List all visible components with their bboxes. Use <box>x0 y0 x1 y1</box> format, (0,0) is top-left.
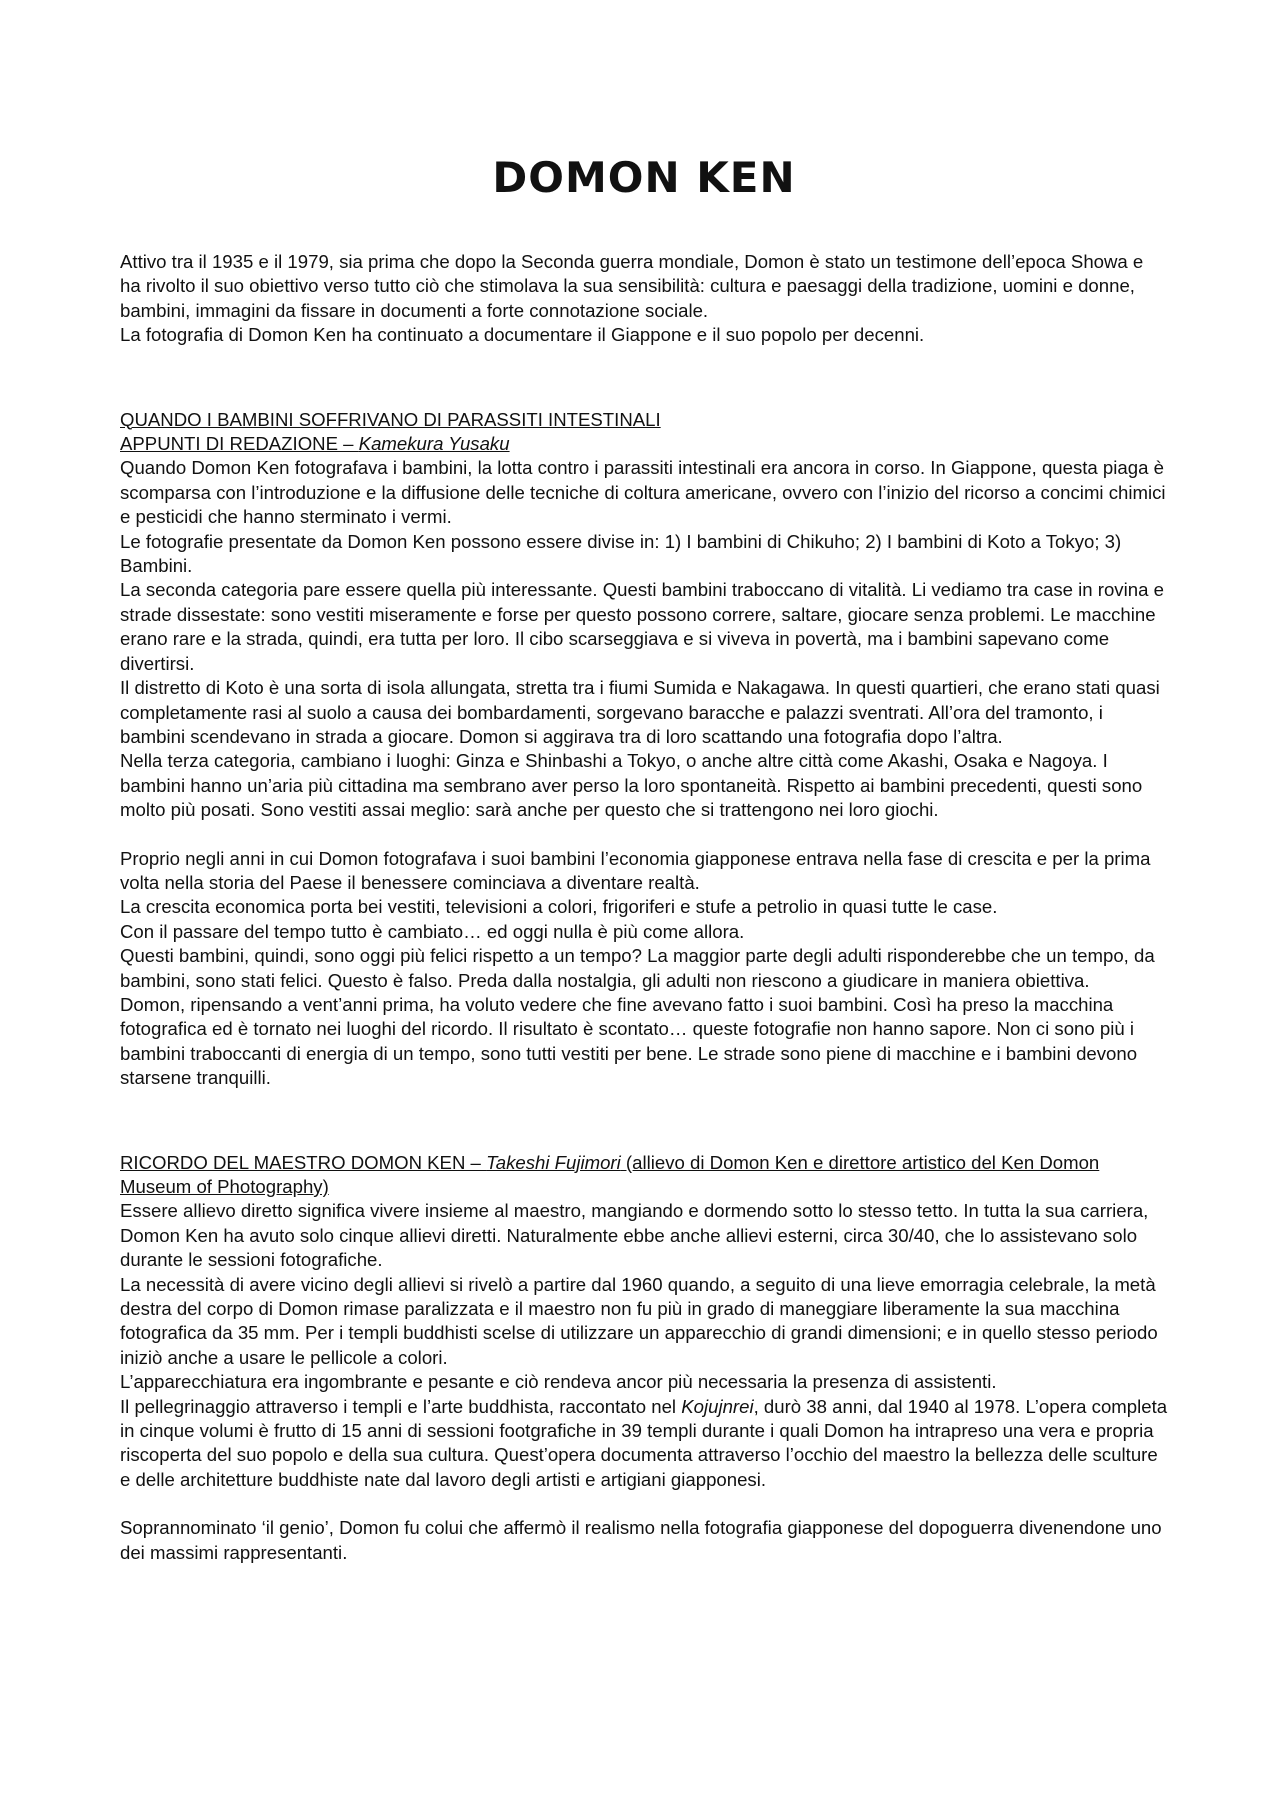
body-paragraph: La seconda categoria pare essere quella più interessante. Questi bambini traboccano di vitalità. Li vediamo tra case in rovina e strade dissestate: sono vestiti miseramente e forse per questo possono correre, saltare, giocare senza problemi. Le macchine erano rare e la strada, quindi, era tutta per loro. Il cibo scarseggiava e si viveva in povertà, ma i bambini sapevano come divertirsi. <box>120 579 1164 674</box>
section-heading-line: QUANDO I BAMBINI SOFFRIVANO DI PARASSITI INTESTINALI <box>120 408 661 430</box>
document-title: DOMON KEN <box>492 153 796 202</box>
section-heading-line <box>120 432 1168 456</box>
section-heading <box>120 408 1168 457</box>
body-paragraph: Il distretto di Koto è una sorta di isola allungata, stretta tra i fiumi Sumida e Nakagawa. In questi quartieri, che erano stati quasi completamente rasi al suolo a causa dei bombardamenti, sorgevano baracche e palazzi sventrati. All’ora del tramonto, i bambini scendevano in strada a giocare. Domon si aggirava tra di loro scattando una fotografia dopo l’altra. <box>120 677 1160 747</box>
body-paragraph: Essere allievo diretto significa vivere insieme al maestro, mangiando e dormendo sotto lo stesso tetto. In tutta la sua carriera, Domon Ken ha avuto solo cinque allievi diretti. Naturalmente ebbe anche allievi esterni, circa 30/40, che lo assistevano solo durante le sessioni fotografiche. <box>120 1200 1149 1271</box>
intro-paragraph: La fotografia di Domon Ken ha continuato a documentare il Giappone e il suo popolo per decenni. <box>120 324 925 346</box>
body-paragraph: Domon, ripensando a vent’anni prima, ha voluto vedere che fine avevano fatto i suoi bambini. Così ha preso la macchina fotografica ed è tornato nei luoghi del ricordo. Il risultato è scontato… queste fotografie non hanno sapore. Non ci sono più i bambini traboccanti di energia di un tempo, sono tutti vestiti per bene. Le strade sono piene di macchine e i bambini devono starsene tranquilli. <box>120 993 1138 1089</box>
body-paragraph: Proprio negli anni in cui Domon fotografava i suoi bambini l’economia giapponese entrava nella fase di crescita e per la prima volta nella storia del Paese il benessere cominciava a diventare realtà. <box>120 847 1151 893</box>
body-paragraph: Le fotografie presentate da Domon Ken possono essere divise in: 1) I bambini di Chikuho; 2) I bambini di Koto a Tokyo; 3) Bambini. <box>120 530 1122 577</box>
heading-suffix: (allievo di Domon Ken e direttore artistico del Ken Domon Museum of Photography) <box>120 1151 1100 1197</box>
body-paragraph: La crescita economica porta bei vestiti, televisioni a colori, frigoriferi e stufe a petrolio in quasi tutte le case. <box>120 896 998 918</box>
body-paragraph: L’apparecchiatura era ingombrante e pesante e ciò rendeva ancor più necessaria la presenza di assistenti. <box>120 1371 997 1393</box>
intro-block <box>120 250 1168 348</box>
paragraph-group <box>120 847 1168 1091</box>
closing-paragraph: Soprannominato ‘il genio’, Domon fu colui che affermò il realismo nella fotografia giapponese del dopoguerra divenendone uno dei massimi rappresentanti. <box>120 1517 1162 1563</box>
pilgrimage-suffix: , durò 38 anni, dal 1940 al 1978. L’opera completa in cinque volumi è frutto di 15 anni di sessioni footgrafiche in 39 templi durante i quali Domon ha intrapreso una vera e propria riscoperta del suo popolo e della sua cultura. Quest’opera documenta attraverso l’occhio del maestro la bellezza delle sculture e delle architetture buddhiste nate dal lavoro degli artisti e artigiani giapponesi. <box>120 1395 1168 1490</box>
section-master <box>120 1151 1168 1566</box>
intro-paragraph: Attivo tra il 1935 e il 1979, sia prima che dopo la Seconda guerra mondiale, Domon è stato un testimone dell’epoca Showa e ha rivolto il suo obiettivo verso tutto ciò che stimolava la sua sensibilità: cultura e paesaggi della tradizione, uomini e donne, bambini, immagini da fissare in documenti a forte connotazione sociale. <box>120 251 1144 321</box>
body-paragraph: Nella terza categoria, cambiano i luoghi: Ginza e Shinbashi a Tokyo, o anche altre città come Akashi, Osaka e Nagoya. I bambini hanno un’aria più cittadina ma sembrano aver perso la loro spontaneità. Rispetto ai bambini precedenti, questi sono molto più posati. Sono vestiti assai meglio: sarà anche per questo che si trattengono nei loro giochi. <box>120 750 1143 821</box>
section-heading <box>120 1151 1168 1200</box>
document-page <box>120 148 1168 1565</box>
section-children <box>120 408 1168 1091</box>
heading-author: Takeshi Fujimori <box>486 1151 621 1173</box>
body-paragraph: La necessità di avere vicino degli allievi si rivelò a partire dal 1960 quando, a seguito di una lieve emorragia celebrale, la metà destra del corpo di Domon rimase paralizzata e il maestro non fu più in grado di maneggiare liberamente la sua macchina fotografica da 35 mm. Per i templi buddhisti scelse di utilizzare un apparecchio di grandi dimensioni; e in quello stesso periodo iniziò anche a usare le pellicole a colori. <box>120 1273 1158 1368</box>
body-paragraph <box>120 1395 1168 1493</box>
heading-prefix: APPUNTI DI REDAZIONE – <box>120 433 359 455</box>
heading-author: Kamekura Yusaku <box>358 433 510 455</box>
body-paragraph: Quando Domon Ken fotografava i bambini, la lotta contro i parassiti intestinali era ancora in corso. In Giappone, questa piaga è scomparsa con l’introduzione e la diffusione delle tecniche di coltura americane, ovvero con l’inizio del ricorso a concimi chimici e pesticidi che hanno sterminato i vermi. <box>120 457 1166 528</box>
heading-prefix: RICORDO DEL MAESTRO DOMON KEN – <box>120 1151 487 1173</box>
pilgrimage-prefix: Il pellegrinaggio attraverso i templi e l’arte buddhista, raccontato nel <box>120 1395 682 1417</box>
body-paragraph: Questi bambini, quindi, sono oggi più felici rispetto a un tempo? La maggior parte degli adulti risponderebbe che un tempo, da bambini, sono stati felici. Questo è falso. Preda dalla nostalgia, gli adulti non riescono a giudicare in maniera obiettiva. <box>120 945 1155 991</box>
pilgrimage-title: Kojujnrei <box>681 1395 754 1417</box>
body-paragraph: Con il passare del tempo tutto è cambiato… ed oggi nulla è più come allora. <box>120 920 745 942</box>
